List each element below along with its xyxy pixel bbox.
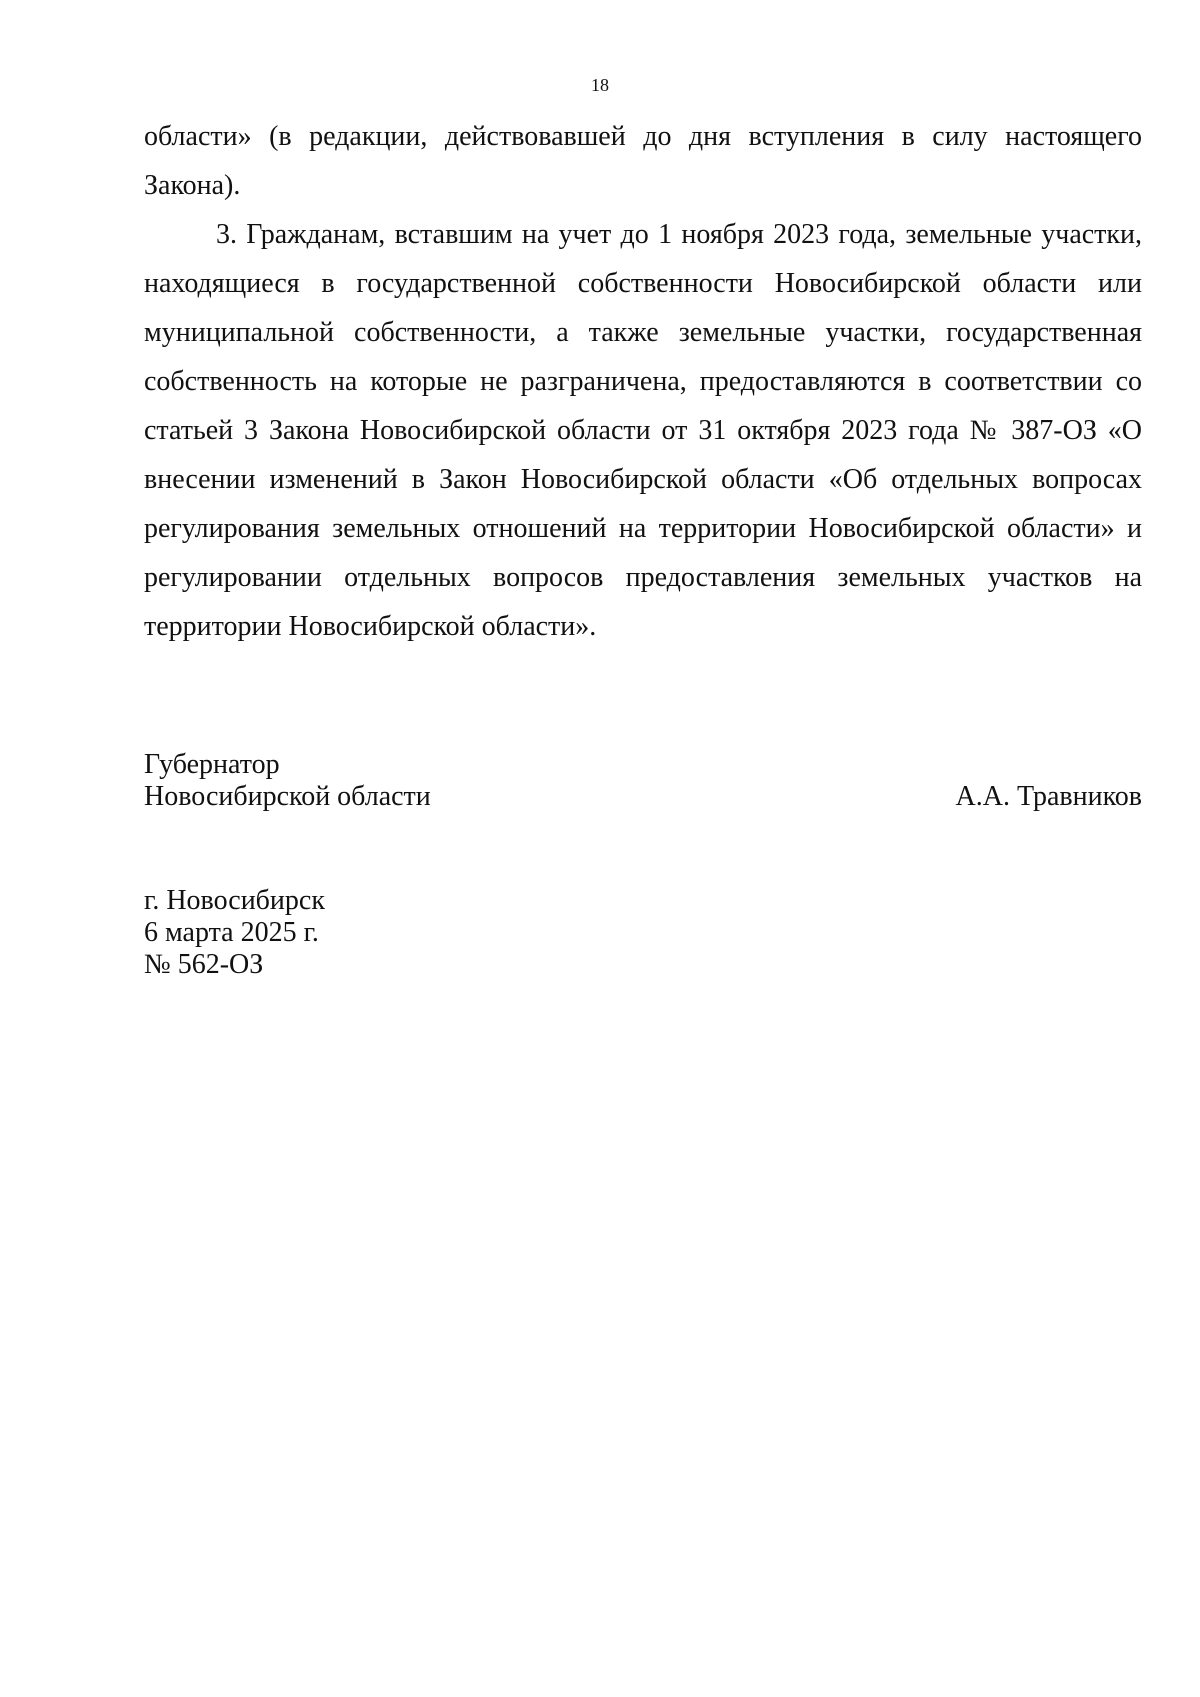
date: 6 марта 2025 г. [144, 917, 319, 948]
document-body [144, 112, 1142, 651]
place-date-number-block [144, 885, 325, 981]
paragraph-continuation: области» (в редакции, действовавшей до дня вступления в силу настоящего Закона). [144, 121, 1142, 201]
signatory-title-line2: Новосибирской области [144, 781, 431, 812]
signature-block [144, 749, 1142, 813]
city: г. Новосибирск [144, 885, 325, 916]
law-number: № 562-ОЗ [144, 949, 264, 980]
signatory-name: А.А. Травников [955, 781, 1142, 812]
signatory-title-line1: Губернатор [144, 749, 280, 780]
signatory-title [144, 749, 431, 813]
page-number: 18 [591, 75, 609, 95]
paragraph-item-3: 3. Гражданам, вставшим на учет до 1 ноября 2023 года, земельные участки, находящиеся в государственной собственности Новосибирской области или муниципальной собственности, а также земельные участки, государственная собственность на которые не разграничена, предоставляются в соответствии со статьей 3 Закона Новосибирской области от 31 октября 2023 года № 387-ОЗ «О внесении изменений в Закон Новосибирской области «Об отдельных вопросах регулирования земельных отношений на территории Новосибирской области» и регулировании отдельных вопросов предоставления земельных участков на территории Новосибирской области». [144, 219, 1142, 642]
